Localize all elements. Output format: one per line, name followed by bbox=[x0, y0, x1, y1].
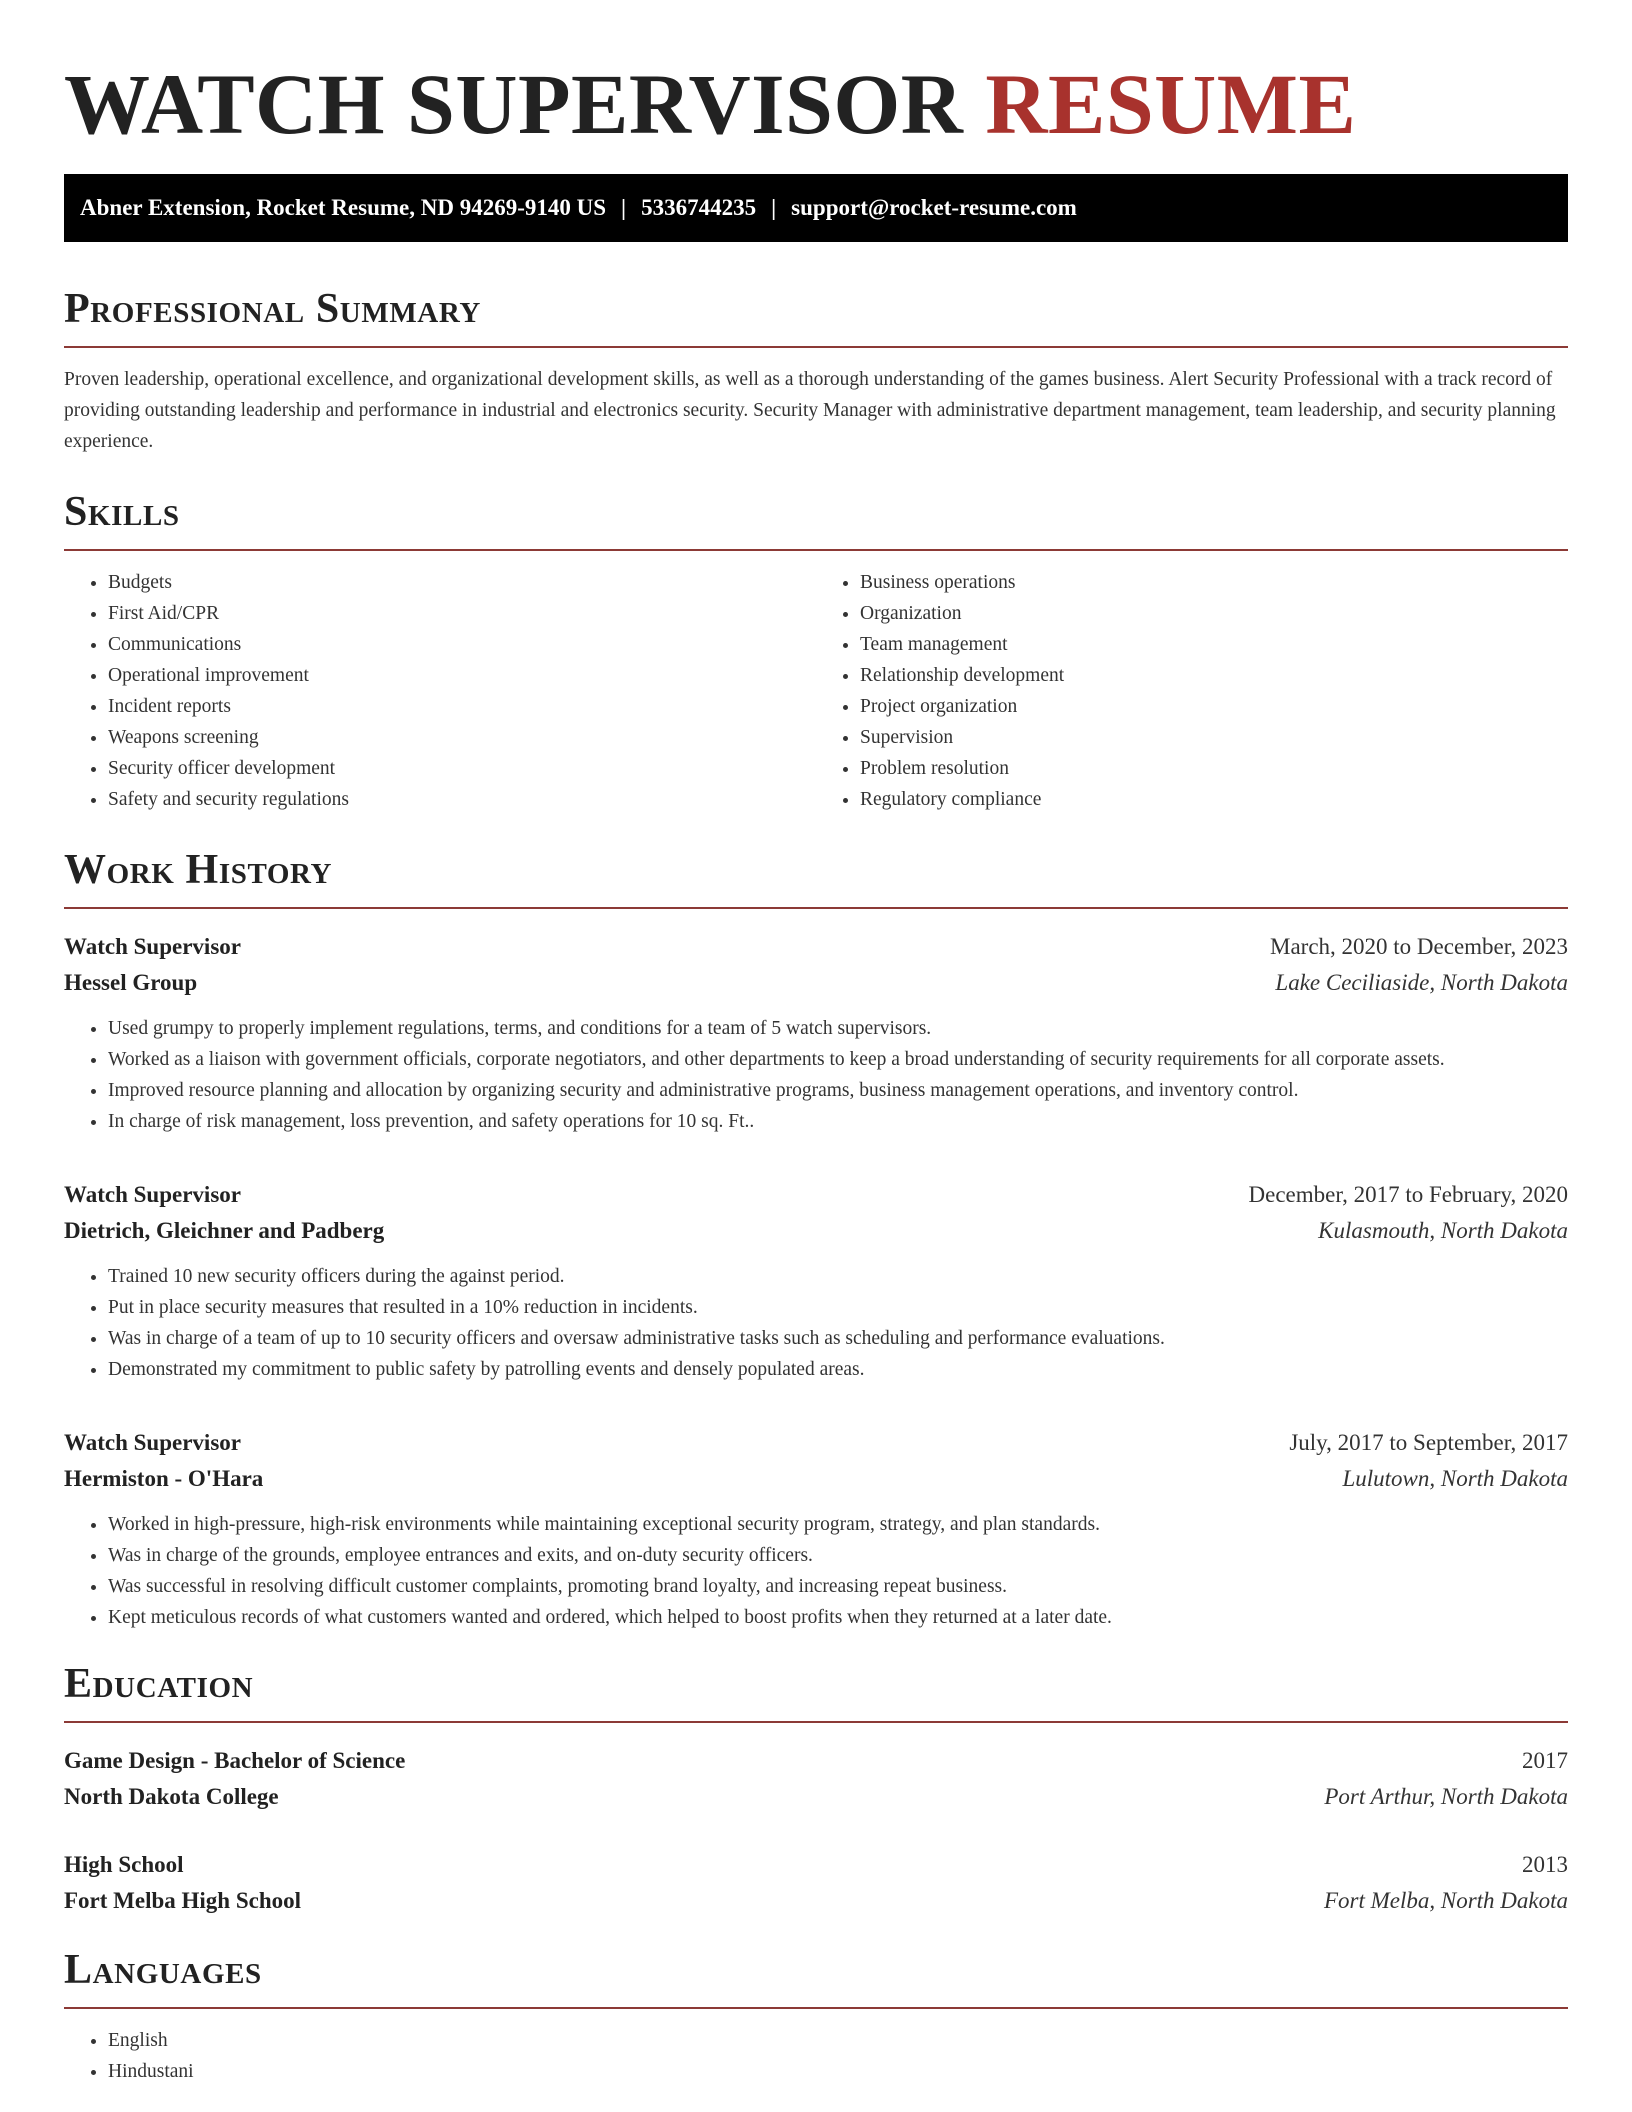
summary-text: Proven leadership, operational excellence, and organizational development skills, as well as a thorough understanding of the games business. Alert Security Professional with a track record of providing outstanding leadership and performance in industrial and electronics security. Security Manager with administrative department management, team leadership, and security planning experience. bbox=[64, 369, 1556, 452]
job-company: Hermiston - O'Hara bbox=[64, 1466, 264, 1491]
job-dates: December, 2017 to February, 2020 bbox=[1248, 1182, 1568, 1207]
work-history-section bbox=[64, 845, 1568, 1633]
job-title: Watch Supervisor bbox=[64, 1430, 241, 1455]
education-school-row bbox=[64, 1779, 1568, 1815]
skill-item: • Project organization bbox=[860, 691, 1568, 722]
job-bullet: • Was in charge of the grounds, employee entrances and exits, and on-duty security officers. bbox=[108, 1540, 1568, 1571]
languages-section bbox=[64, 1945, 1568, 2087]
contact-separator: | bbox=[621, 195, 627, 220]
job-bullet: • Trained 10 new security officers during the against period. bbox=[108, 1261, 1568, 1292]
contact-bar bbox=[64, 174, 1568, 242]
skills-section bbox=[64, 487, 1568, 815]
job-header-row bbox=[64, 1425, 1568, 1461]
education-entry bbox=[64, 1847, 1568, 1919]
education-school: Fort Melba High School bbox=[64, 1888, 302, 1913]
skill-item: • Supervision bbox=[860, 722, 1568, 753]
resume-title bbox=[64, 56, 1568, 152]
education-school: North Dakota College bbox=[64, 1784, 279, 1809]
skill-item: • Organization bbox=[860, 598, 1568, 629]
education-degree-row bbox=[64, 1847, 1568, 1883]
job-company-row bbox=[64, 1213, 1568, 1249]
job-bullet: • Was successful in resolving difficult customer complaints, promoting brand loyalty, and increasing repeat business. bbox=[108, 1571, 1568, 1602]
skill-item: • Safety and security regulations bbox=[108, 784, 816, 815]
education-section bbox=[64, 1659, 1568, 1919]
job-title: Watch Supervisor bbox=[64, 934, 241, 959]
job-dates: July, 2017 to September, 2017 bbox=[1289, 1430, 1568, 1455]
education-school-row bbox=[64, 1883, 1568, 1919]
skills-columns bbox=[64, 567, 1568, 815]
skill-item: • Team management bbox=[860, 629, 1568, 660]
job-header-row bbox=[64, 929, 1568, 965]
job-bullet: • In charge of risk management, loss prevention, and safety operations for 10 sq. Ft.. bbox=[108, 1106, 1568, 1137]
education-degree: High School bbox=[64, 1852, 184, 1877]
language-item: • Hindustani bbox=[108, 2056, 1568, 2087]
job-location: Lake Ceciliaside, North Dakota bbox=[1275, 970, 1568, 995]
job-company-row bbox=[64, 1461, 1568, 1497]
skill-item: • First Aid/CPR bbox=[108, 598, 816, 629]
skill-item: • Operational improvement bbox=[108, 660, 816, 691]
skills-list-left bbox=[64, 567, 816, 815]
skill-item: • Incident reports bbox=[108, 691, 816, 722]
skills-list-right bbox=[816, 567, 1568, 815]
job-bullet: • Worked in high-pressure, high-risk environments while maintaining exceptional security program, strategy, and plan standards. bbox=[108, 1509, 1568, 1540]
skill-item: • Communications bbox=[108, 629, 816, 660]
contact-separator: | bbox=[771, 195, 777, 220]
languages-heading: Languages bbox=[64, 1945, 1568, 2009]
job-company: Dietrich, Gleichner and Padberg bbox=[64, 1218, 385, 1243]
contact-email: support@rocket-resume.com bbox=[791, 195, 1077, 220]
job-dates: March, 2020 to December, 2023 bbox=[1270, 934, 1568, 959]
job-bullet: • Used grumpy to properly implement regulations, terms, and conditions for a team of 5 watch supervisors. bbox=[108, 1013, 1568, 1044]
skills-heading: Skills bbox=[64, 487, 1568, 551]
summary-section bbox=[64, 284, 1568, 457]
job-location: Lulutown, North Dakota bbox=[1342, 1466, 1568, 1491]
job-company: Hessel Group bbox=[64, 970, 198, 995]
job-bullet: • Was in charge of a team of up to 10 security officers and oversaw administrative tasks such as scheduling and performance evaluations. bbox=[108, 1323, 1568, 1354]
language-item: • English bbox=[108, 2025, 1568, 2056]
job-bullet: • Worked as a liaison with government officials, corporate negotiators, and other departments to keep a broad understanding of security requirements for all corporate assets. bbox=[108, 1044, 1568, 1075]
skill-item: • Security officer development bbox=[108, 753, 816, 784]
job-bullet: • Demonstrated my commitment to public safety by patrolling events and densely populated areas. bbox=[108, 1354, 1568, 1385]
skill-item: • Budgets bbox=[108, 567, 816, 598]
job-company-row bbox=[64, 965, 1568, 1001]
job-bullets bbox=[64, 1509, 1568, 1633]
education-degree-row bbox=[64, 1743, 1568, 1779]
contact-phone: 5336744235 bbox=[641, 195, 757, 220]
skill-item: • Relationship development bbox=[860, 660, 1568, 691]
work-history-heading: Work History bbox=[64, 845, 1568, 909]
education-entry bbox=[64, 1743, 1568, 1815]
job-entry bbox=[64, 1177, 1568, 1385]
education-year: 2013 bbox=[1522, 1852, 1568, 1877]
job-location: Kulasmouth, North Dakota bbox=[1318, 1218, 1568, 1243]
job-bullets bbox=[64, 1261, 1568, 1385]
job-bullet: • Put in place security measures that resulted in a 10% reduction in incidents. bbox=[108, 1292, 1568, 1323]
summary-heading: Professional Summary bbox=[64, 284, 1568, 348]
skill-item: • Weapons screening bbox=[108, 722, 816, 753]
job-bullet: • Kept meticulous records of what customers wanted and ordered, which helped to boost profits when they returned at a later date. bbox=[108, 1602, 1568, 1633]
contact-address: Abner Extension, Rocket Resume, ND 94269-9140 US bbox=[80, 195, 607, 220]
skill-item: • Regulatory compliance bbox=[860, 784, 1568, 815]
job-entry bbox=[64, 929, 1568, 1137]
skill-item: • Problem resolution bbox=[860, 753, 1568, 784]
title-main: WATCH SUPERVISOR bbox=[64, 56, 964, 152]
education-degree: Game Design - Bachelor of Science bbox=[64, 1748, 406, 1773]
education-heading: Education bbox=[64, 1659, 1568, 1723]
title-accent: RESUME bbox=[985, 56, 1357, 152]
job-title: Watch Supervisor bbox=[64, 1182, 241, 1207]
job-bullet: • Improved resource planning and allocation by organizing security and administrative programs, business management operations, and inventory control. bbox=[108, 1075, 1568, 1106]
education-location: Port Arthur, North Dakota bbox=[1324, 1784, 1568, 1809]
languages-list bbox=[64, 2025, 1568, 2087]
job-entry bbox=[64, 1425, 1568, 1633]
job-header-row bbox=[64, 1177, 1568, 1213]
education-year: 2017 bbox=[1522, 1748, 1568, 1773]
skill-item: • Business operations bbox=[860, 567, 1568, 598]
education-location: Fort Melba, North Dakota bbox=[1323, 1888, 1568, 1913]
job-bullets bbox=[64, 1013, 1568, 1137]
